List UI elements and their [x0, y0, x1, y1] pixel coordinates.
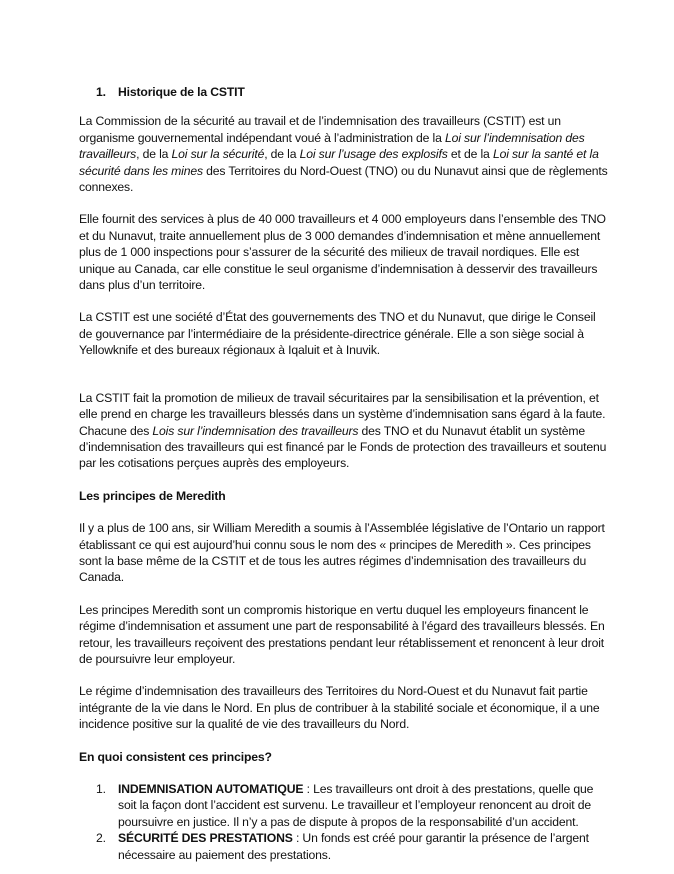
paragraph-promotion: La CSTIT fait la promotion de milieux de travail sécuritaires par la sensibilisation et la prévention, et elle prend en charge les travailleurs blessés dans un système d’indemnisation sans égard à la faute. Chacune des Lois sur l’indemnisation des travailleurs des TNO et du Nunavut établit un système d’indemnisation des travailleurs qui est financé par le Fonds de protection des travailleurs et soutenu par les cotisations perçues auprès des employeurs.	[79, 390, 607, 471]
section-title: Historique de la CSTIT	[118, 85, 245, 99]
list-number: 2.	[96, 831, 106, 846]
paragraph-meredith-history: Il y a plus de 100 ans, sir William Meredith a soumis à l’Assemblée législative de l’Ontario un rapport établissant ce qui est aujourd’hui connu sous le nom des « principes de Meredith ». Ces principes sont la base même de la CSTIT et de tous les autres régimes d’indemnisation des travailleurs du Canada.	[79, 521, 605, 585]
list-item	[79, 781, 609, 830]
document-page	[79, 84, 609, 863]
list-item	[79, 830, 609, 863]
paragraph-services: Elle fournit des services à plus de 40 000 travailleurs et 4 000 employeurs dans l’ensemble des TNO et du Nunavut, traite annuellement plus de 3 000 demandes d’indemnisation et mène annuellement plus de 1 000 inspections pour s’assurer de la sécurité des milieux de travail nordiques. Elle est unique au Canada, car elle constitue le seul organisme d’indemnisation à desservir des travailleurs dans plus d’un territoire.	[79, 212, 606, 293]
law-title: Loi sur l’usage des explosifs	[299, 147, 448, 162]
principles-list	[79, 781, 609, 863]
principle-text: : Un fonds est créé pour garantir la présence de l’argent nécessaire au paiement des prestations.	[118, 831, 589, 862]
paragraph-north: Le régime d’indemnisation des travailleurs des Territoires du Nord-Ouest et du Nunavut fait partie intégrante de la vie dans le Nord. En plus de contribuer à la stabilité sociale et économique, il a une incidence positive sur la qualité de vie des travailleurs du Nord.	[79, 684, 600, 732]
principle-term: INDEMNISATION AUTOMATIQUE	[118, 782, 304, 796]
law-title: Loi sur l’indemnisation des travailleurs	[79, 130, 585, 162]
subheading-principles: En quoi consistent ces principes?	[79, 749, 272, 764]
list-number: 1.	[96, 782, 106, 796]
law-title: Loi sur la santé et la sécurité dans les mines	[79, 147, 599, 178]
principle-term: SÉCURITÉ DES PRESTATIONS	[118, 831, 293, 846]
section-heading-historique	[79, 84, 609, 100]
principle-text: : Les travailleurs ont droit à des prestations, quelle que soit la façon dont l’accident est survenu. Le travailleur et l’employeur renoncent au droit de poursuivre en justice. Il n’y a pas de dispute à propos de la responsabilité d’un accident.	[118, 782, 594, 829]
law-title: Lois sur l’indemnisation des travailleurs	[152, 423, 359, 438]
paragraph-intro: La Commission de la sécurité au travail et de l’indemnisation des travailleurs (CSTIT) est un organisme gouvernemental indépendant voué à l’administration de la Loi sur l’indemnisation des travailleurs, de la Loi sur la sécurité, de la Loi sur l’usage des explosifs et de la Loi sur la santé et la sécurité dans les mines des Territoires du Nord-Ouest (TNO) ou du Nunavut ainsi que de règlements connexes.	[79, 114, 608, 195]
section-number: 1.	[96, 85, 106, 99]
paragraph-meredith-compromise: Les principes Meredith sont un compromis historique en vertu duquel les employeurs financent le régime d’indemnisation et assument une part de responsabilité à l’égard des travailleurs blessés. En retour, les travailleurs reçoivent des prestations pendant leur rétablissement et renoncent à leur droit de poursuivre leur employeur.	[79, 602, 605, 666]
subheading-meredith: Les principes de Meredith	[79, 488, 226, 503]
paragraph-governance: La CSTIT est une société d’État des gouvernements des TNO et du Nunavut, que dirige le Conseil de gouvernance par l’intermédiaire de la présidente-directrice générale. Elle a son siège social à Yellowknife et des bureaux régionaux à Iqaluit et à Inuvik.	[79, 310, 596, 358]
law-title: Loi sur la sécurité	[171, 147, 265, 162]
